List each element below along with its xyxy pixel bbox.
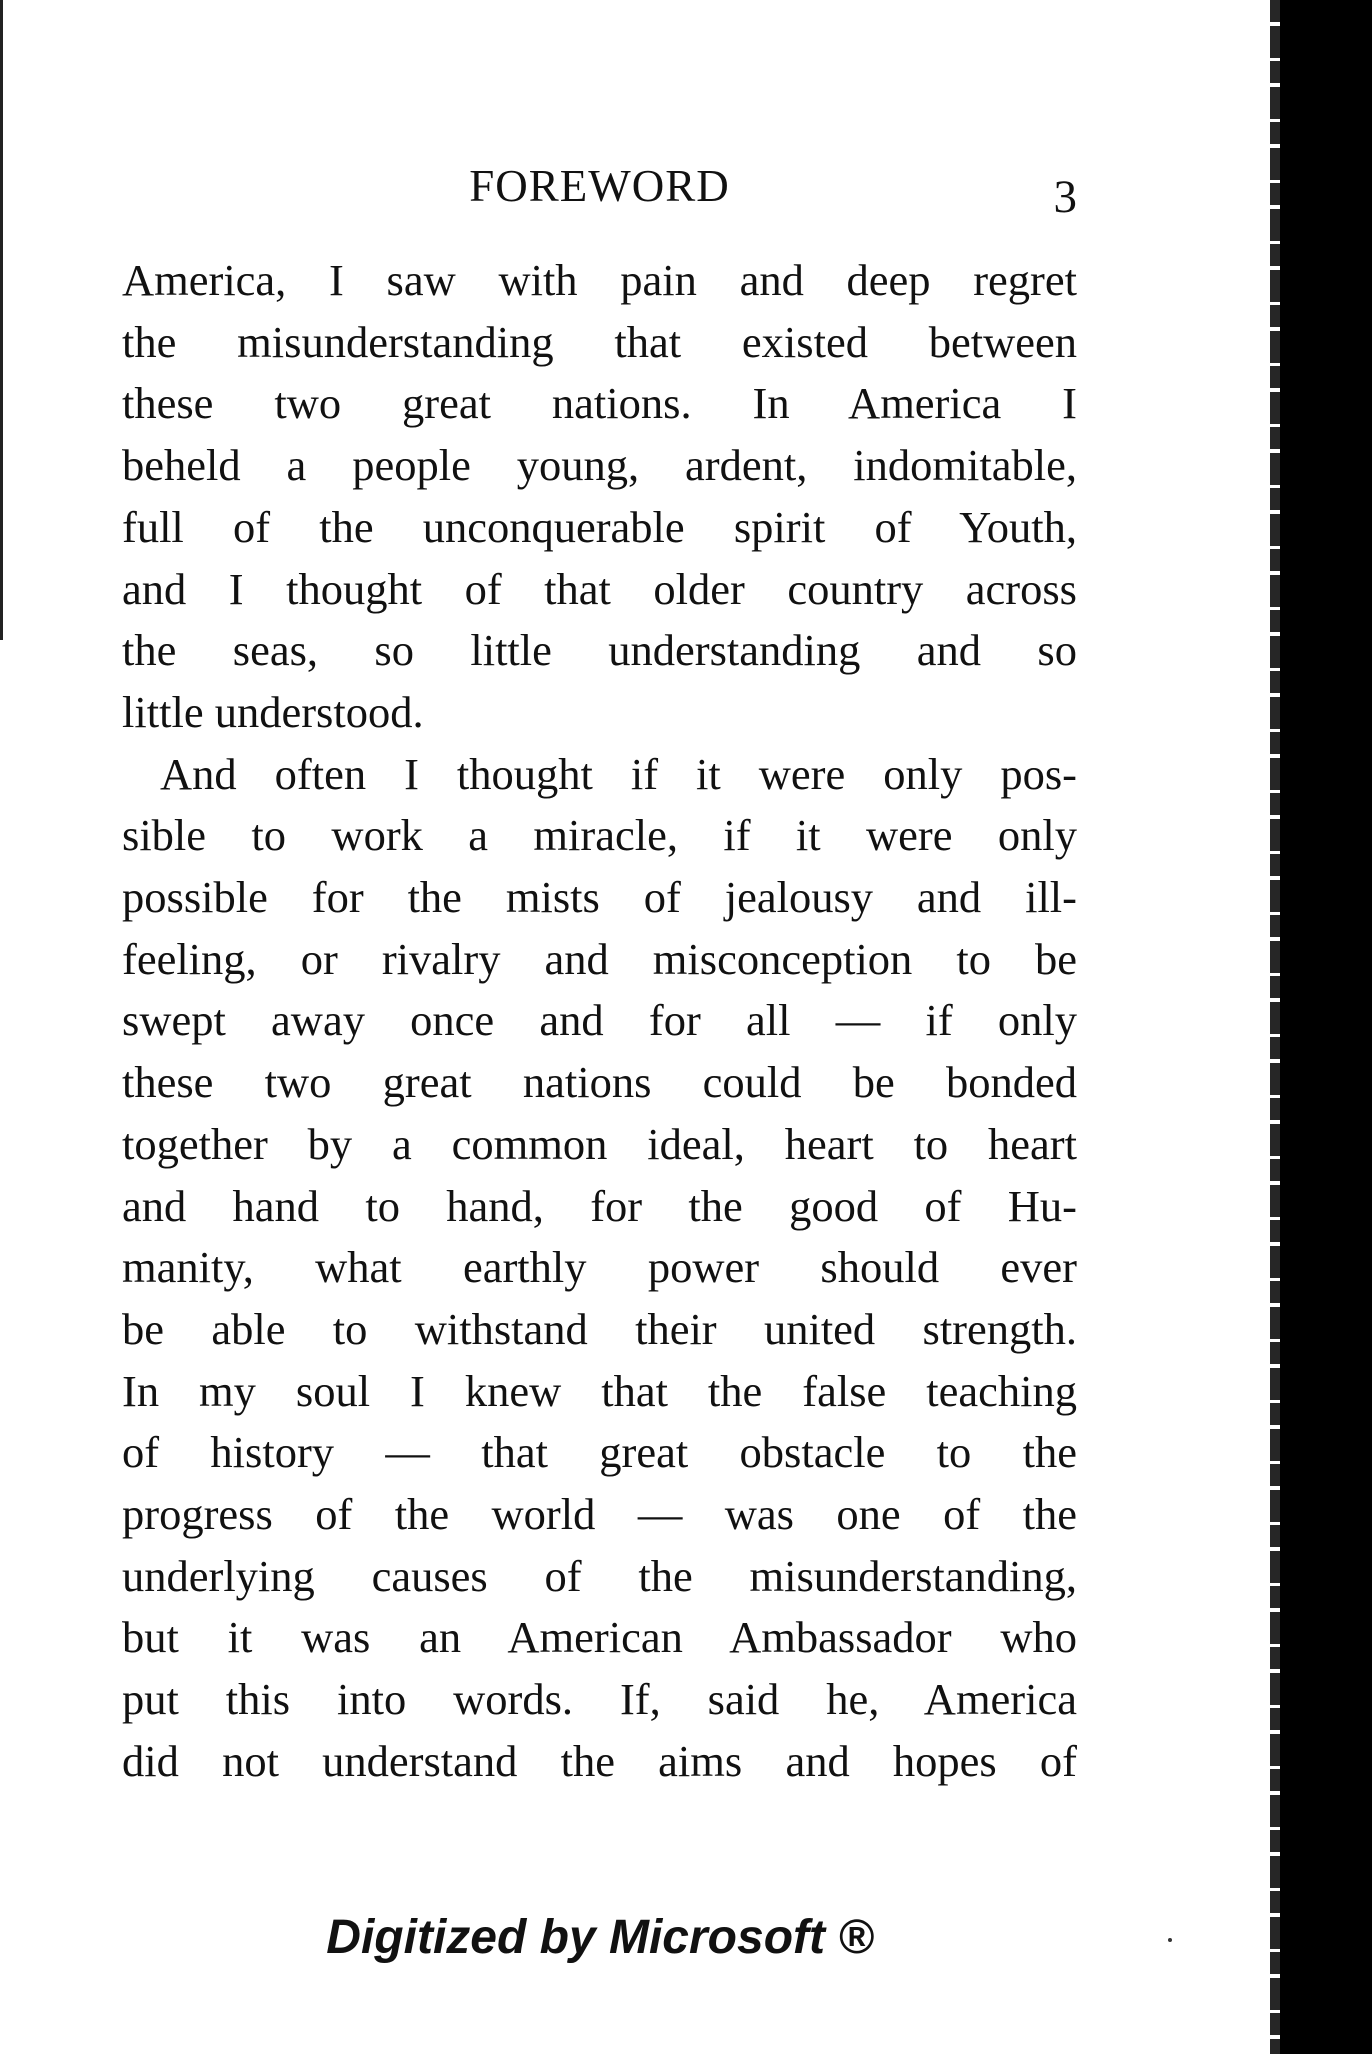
text-line: And often I thought if it were only pos-: [160, 748, 1077, 799]
body-text: [122, 250, 1077, 1793]
text-line: the seas, so little understanding and so: [122, 625, 1077, 676]
text-line: these two great nations could be bonded: [122, 1057, 1077, 1108]
running-head: FOREWORD: [469, 161, 730, 211]
scan-speck: [1168, 1938, 1172, 1942]
text-line: did not understand the aims and hopes of: [122, 1735, 1077, 1786]
paragraph-1: [122, 250, 1077, 744]
text-line: America, I saw with pain and deep regret: [122, 255, 1077, 305]
scan-right-edge: [1280, 0, 1372, 2054]
text-line: feeling, or rivalry and misconception to be: [122, 933, 1077, 984]
paragraph-2: [122, 744, 1077, 1793]
text-line: manity, what earthly power should ever: [122, 1242, 1077, 1293]
text-line: and I thought of that older country across: [122, 563, 1077, 614]
text-line: underlying causes of the misunderstanding,: [122, 1550, 1077, 1601]
text-line: be able to withstand their united strength.: [122, 1303, 1077, 1354]
text-line: beheld a people young, ardent, indomitable,: [122, 440, 1077, 491]
text-line: swept away once and for all — if only: [122, 995, 1077, 1046]
text-line: and hand to hand, for the good of Hu-: [122, 1180, 1077, 1231]
page-header: [122, 160, 1077, 223]
text-line: together by a common ideal, heart to heart: [122, 1118, 1077, 1169]
text-line: In my soul I knew that the false teaching: [122, 1365, 1077, 1416]
text-line: but it was an American Ambassador who: [122, 1612, 1077, 1663]
text-line: progress of the world — was one of the: [122, 1489, 1077, 1540]
scan-left-edge: [0, 0, 3, 640]
text-line: the misunderstanding that existed between: [122, 316, 1077, 367]
digitization-watermark: Digitized by Microsoft ®: [326, 1911, 874, 1964]
text-line: put this into words. If, said he, America: [122, 1674, 1077, 1725]
text-line: sible to work a miracle, if it were only: [122, 810, 1077, 861]
text-line: full of the unconquerable spirit of Youth,: [122, 501, 1077, 552]
page-number: 3: [1053, 171, 1077, 223]
text-line: these two great nations. In America I: [122, 378, 1077, 429]
text-line: possible for the mists of jealousy and ill-: [122, 872, 1077, 923]
text-line: little understood.: [122, 686, 424, 737]
text-line: of history — that great obstacle to the: [122, 1427, 1077, 1478]
